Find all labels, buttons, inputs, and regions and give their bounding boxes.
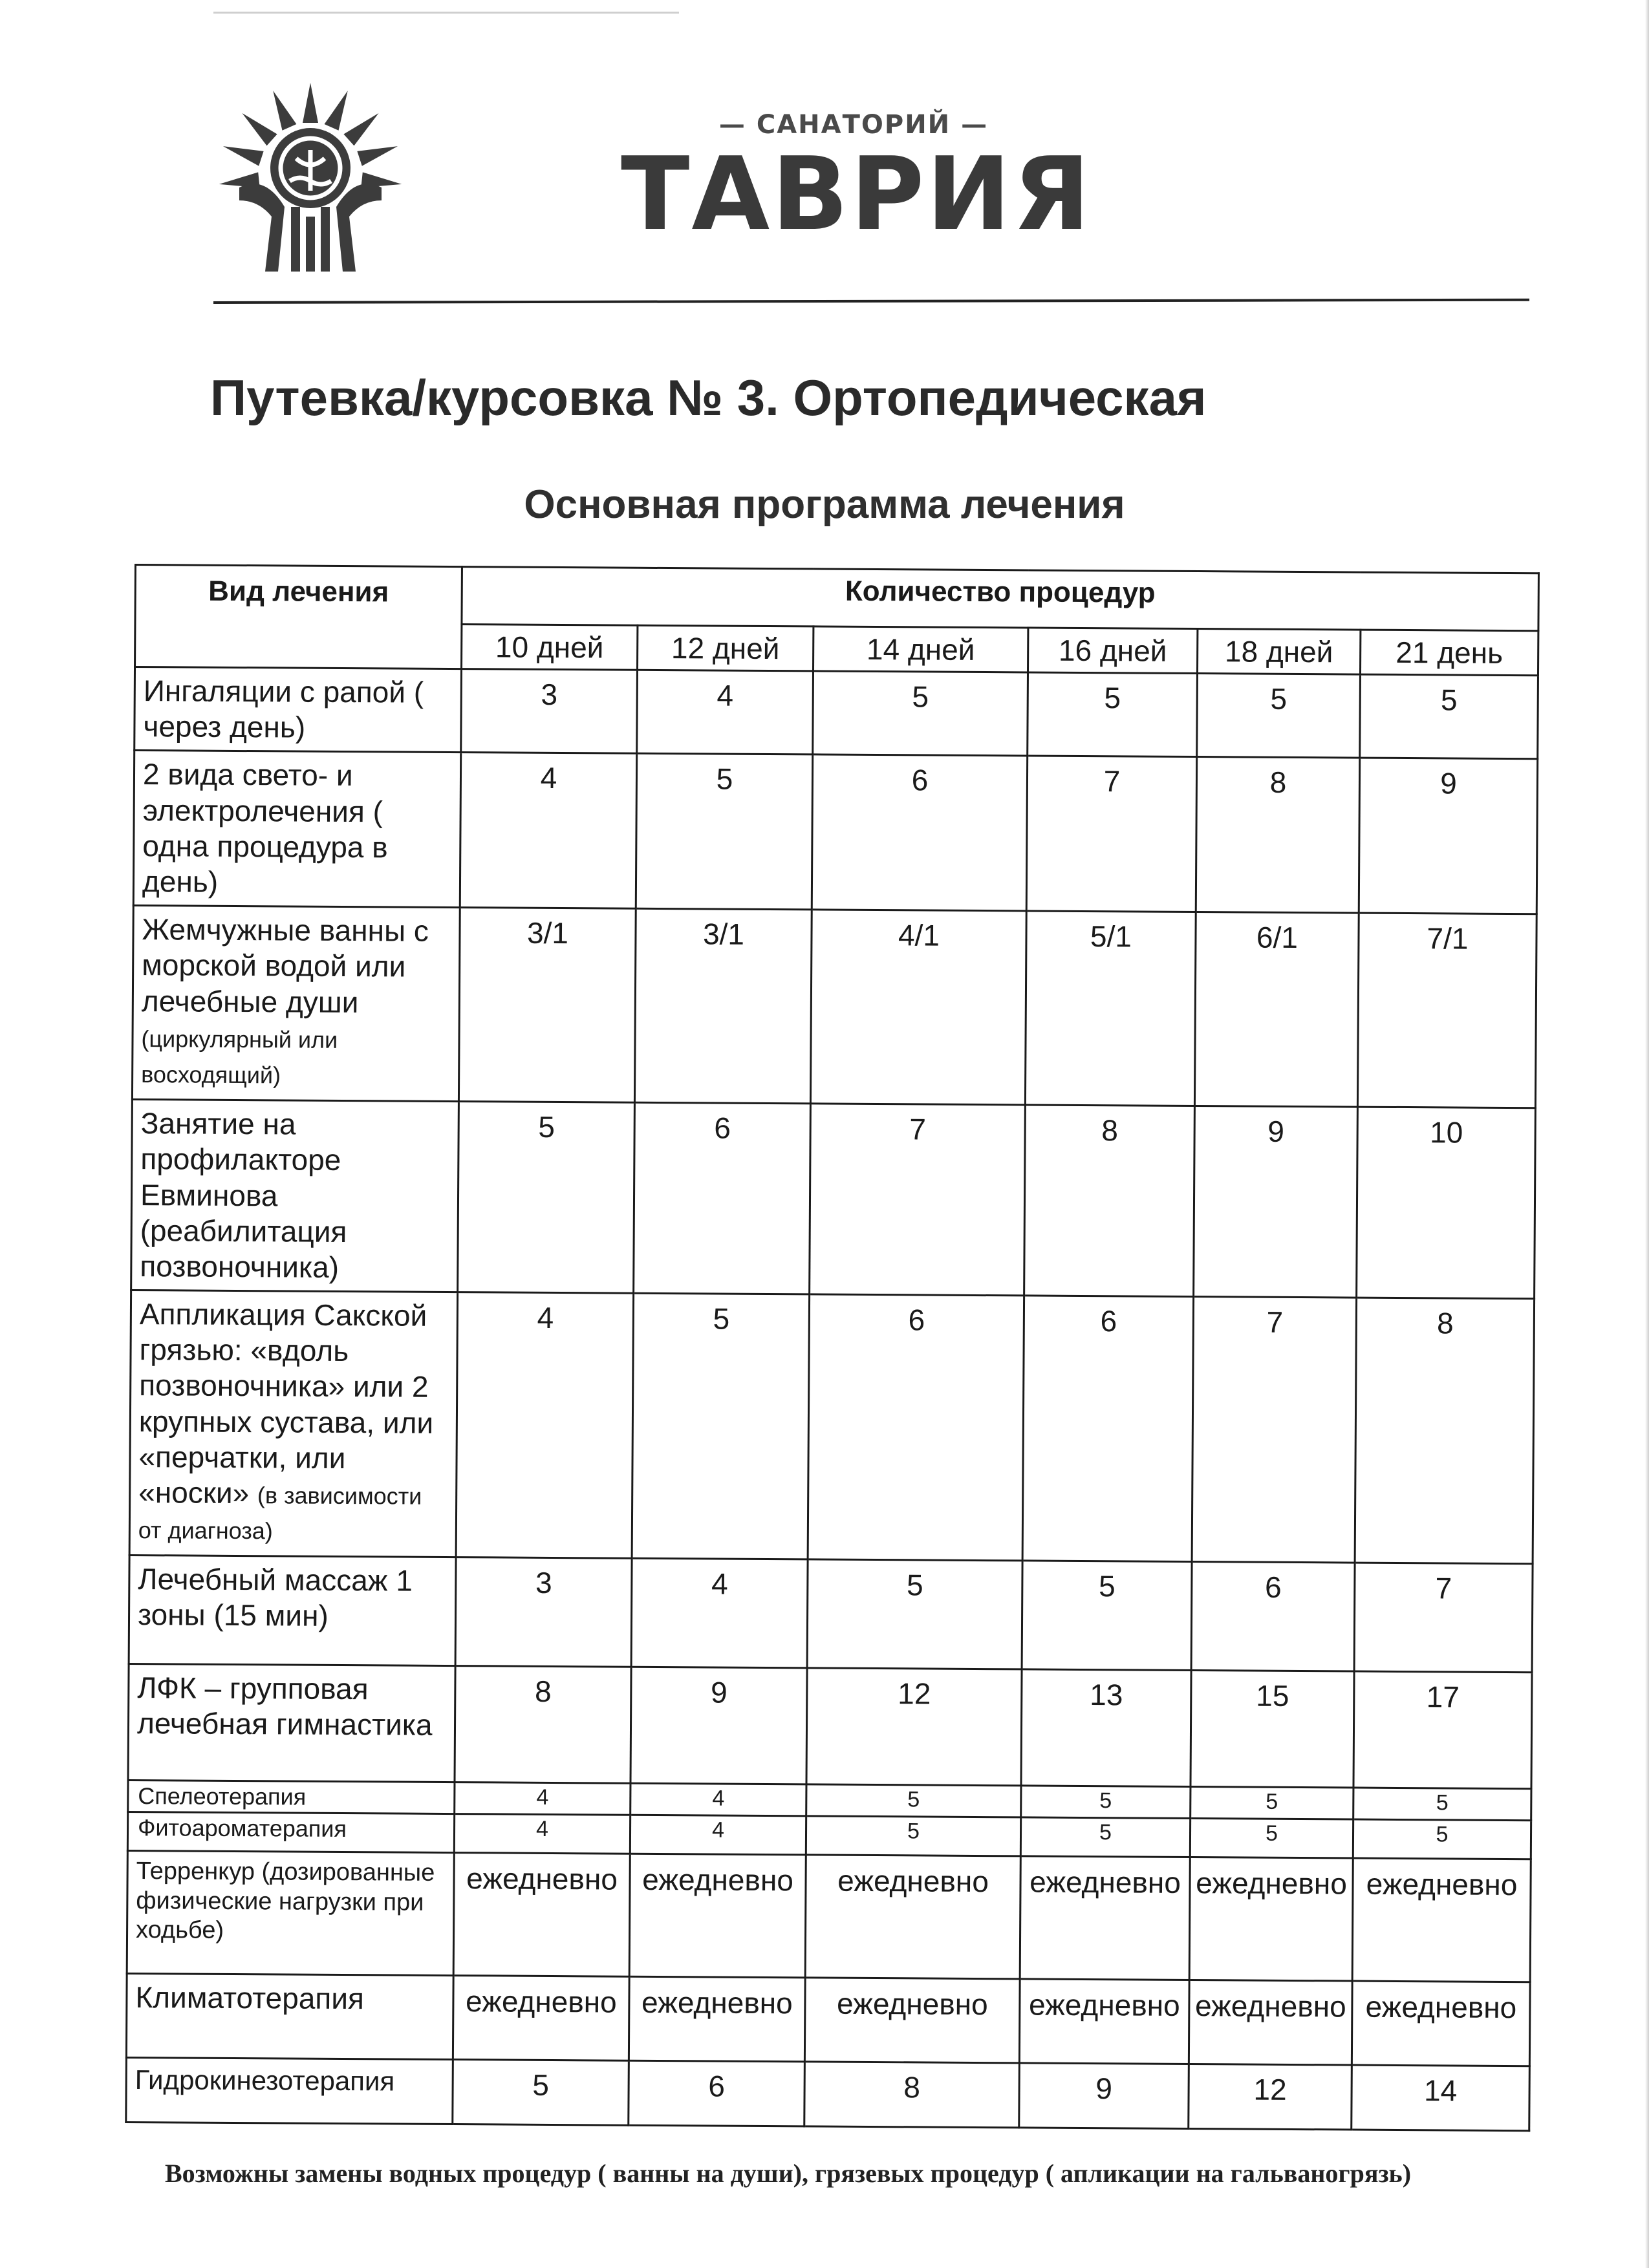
procedure-count: 6 — [629, 2060, 805, 2126]
duration-header: 18 дней — [1197, 629, 1360, 675]
treatment-note: (в зависимости от диагноза) — [138, 1482, 422, 1545]
procedure-frequency: ежедневно — [1020, 1856, 1190, 1980]
brand-subtitle: — САНАТОРИЙ — — [718, 110, 989, 140]
duration-header: 14 дней — [814, 626, 1028, 672]
procedure-count: 8 — [804, 2062, 1020, 2128]
duration-header: 10 дней — [462, 625, 638, 670]
procedure-count: 5 — [1353, 1788, 1531, 1821]
treatment-name-main: Жемчужные ванны с морской водой или лечебные души — [141, 912, 429, 1019]
procedure-frequency: ежедневно — [1019, 1979, 1189, 2064]
procedure-count: 17 — [1353, 1671, 1532, 1789]
procedure-count: 4/1 — [810, 910, 1026, 1105]
table-row — [133, 751, 1537, 914]
procedure-count: 7/1 — [1357, 913, 1536, 1108]
procedure-count: 9 — [1359, 758, 1537, 914]
procedure-count: 8 — [1196, 757, 1359, 913]
procedure-count: 8 — [1355, 1298, 1535, 1564]
procedure-count: 5 — [632, 1293, 809, 1559]
procedure-count: 5 — [813, 671, 1028, 756]
table-row — [129, 1556, 1533, 1673]
table-row — [126, 1974, 1530, 2066]
procedure-count: 5 — [1028, 672, 1198, 757]
procedure-count: 10 — [1357, 1107, 1536, 1299]
procedure-count: 14 — [1352, 2065, 1530, 2131]
procedure-count: 8 — [455, 1666, 631, 1784]
procedure-count: 4 — [637, 670, 814, 754]
page-title: Путевка/курсовка № 3. Ортопедическая — [210, 369, 1207, 426]
procedure-count: 7 — [1354, 1563, 1533, 1673]
procedure-count: 6 — [1022, 1296, 1193, 1562]
procedure-count: 5/1 — [1025, 911, 1196, 1106]
treatment-name-main: Аппликация Сакской грязью: «вдоль позвоночника» или 2 крупных сустава, или «перчатки, или «носки» — [138, 1297, 434, 1510]
treatment-name: Спелеотерапия — [128, 1781, 455, 1814]
procedure-count: 4 — [455, 1782, 630, 1815]
procedure-count: 3 — [455, 1557, 632, 1667]
header-treatment-type: Вид лечения — [135, 565, 462, 669]
treatment-name: Климатотерапия — [126, 1974, 453, 2060]
treatment-note: (циркулярный или восходящий) — [141, 1025, 338, 1089]
procedure-count: 6 — [808, 1294, 1024, 1561]
procedure-count: 5 — [1197, 674, 1361, 758]
procedure-count: 6 — [634, 1102, 811, 1294]
treatment-name: Лечебный массаж 1 зоны (15 мин) — [129, 1556, 456, 1666]
procedure-count: 4 — [460, 753, 636, 908]
footer-note: Возможны замены водных процедур ( ванны на души), грязевых процедур ( апликации на гальваногрязь) — [165, 2159, 1412, 2188]
table-row — [126, 2058, 1530, 2131]
procedure-count: 5 — [1191, 1787, 1353, 1820]
procedure-frequency: ежедневно — [453, 1976, 629, 2061]
procedure-count: 4 — [631, 1558, 808, 1668]
treatment-table — [125, 564, 1538, 2132]
procedure-count: 5 — [807, 1559, 1022, 1669]
procedure-count: 9 — [1019, 2063, 1189, 2129]
procedure-count: 5 — [1021, 1786, 1191, 1819]
table-row — [132, 906, 1536, 1108]
page-subtitle: Основная программа лечения — [524, 482, 1125, 527]
procedure-count: 7 — [1192, 1297, 1357, 1563]
procedure-count: 13 — [1021, 1669, 1191, 1787]
procedure-count: 15 — [1191, 1671, 1354, 1788]
table-row — [128, 1664, 1532, 1789]
brand-name: ТАВРИЯ — [621, 135, 1093, 253]
procedure-count: 5 — [806, 1784, 1021, 1817]
procedure-count: 12 — [1189, 2064, 1352, 2130]
table-row — [127, 1851, 1531, 1982]
procedure-count: 7 — [1026, 756, 1196, 912]
procedure-count: 4 — [630, 1815, 806, 1855]
table-row — [135, 667, 1538, 760]
treatment-name: Гидрокинезотерапия — [126, 2058, 453, 2124]
duration-header: 12 дней — [638, 625, 814, 671]
scan-artifact-edge — [1645, 0, 1649, 2268]
scan-artifact-line — [213, 12, 679, 14]
treatment-name: Фитоароматерапия — [127, 1812, 454, 1853]
procedure-frequency: ежедневно — [629, 1976, 805, 2062]
procedure-count: 5 — [1353, 1819, 1531, 1859]
procedure-count: 6 — [812, 754, 1027, 911]
procedure-frequency: ежедневно — [1352, 1858, 1531, 1982]
procedure-count: 4 — [454, 1814, 630, 1854]
procedure-count: 5 — [458, 1102, 635, 1294]
table-row — [131, 1100, 1536, 1299]
procedure-frequency: ежедневно — [805, 1855, 1020, 1979]
procedure-count: 3/1 — [458, 908, 636, 1103]
procedure-count: 5 — [1360, 674, 1538, 759]
procedure-frequency: ежедневно — [804, 1978, 1020, 2063]
treatment-name: Занятие на профилакторе Евминова (реабилитация позвоночника) — [131, 1100, 459, 1292]
treatment-name — [132, 906, 460, 1102]
procedure-count: 9 — [1194, 1106, 1358, 1298]
procedure-count: 8 — [1024, 1105, 1195, 1297]
procedure-count: 5 — [636, 754, 812, 910]
treatment-name: Ингаляции с рапой ( через день) — [135, 667, 462, 753]
procedure-count: 5 — [806, 1816, 1020, 1856]
procedure-count: 3/1 — [634, 908, 812, 1104]
procedure-count: 6 — [1191, 1562, 1355, 1672]
procedure-count: 5 — [1022, 1561, 1192, 1671]
header-procedure-count: Количество процедур — [462, 567, 1539, 631]
procedure-frequency: ежедневно — [1189, 1980, 1352, 2066]
procedure-frequency: ежедневно — [453, 1853, 630, 1977]
treatment-name: 2 вида свето- и электролечения ( одна процедура в день) — [133, 751, 460, 908]
table-row — [129, 1290, 1534, 1564]
treatment-name — [129, 1290, 457, 1557]
procedure-frequency: ежедневно — [629, 1854, 806, 1978]
procedure-count: 5 — [1190, 1819, 1353, 1859]
procedure-count: 7 — [810, 1104, 1026, 1296]
procedure-count: 5 — [453, 2060, 629, 2126]
treatment-name: Терренкур (дозированные физические нагрузки при ходьбе) — [127, 1851, 454, 1976]
procedure-count: 3 — [461, 669, 638, 754]
procedure-count: 12 — [806, 1668, 1022, 1786]
procedure-count: 4 — [456, 1292, 633, 1559]
duration-header: 16 дней — [1028, 628, 1197, 674]
procedure-frequency: ежедневно — [1189, 1857, 1353, 1982]
treatment-name: ЛФК – групповая лечебная гимнастика — [128, 1664, 455, 1782]
procedure-count: 4 — [630, 1783, 806, 1816]
procedure-count: 5 — [1020, 1817, 1190, 1857]
procedure-frequency: ежедневно — [1352, 1981, 1530, 2066]
brand-block — [621, 110, 1093, 253]
procedure-count: 6/1 — [1194, 912, 1359, 1107]
sanatorium-logo-icon — [213, 78, 407, 272]
procedure-count: 9 — [630, 1667, 807, 1784]
duration-header: 21 день — [1360, 630, 1538, 676]
header-divider — [213, 299, 1529, 304]
